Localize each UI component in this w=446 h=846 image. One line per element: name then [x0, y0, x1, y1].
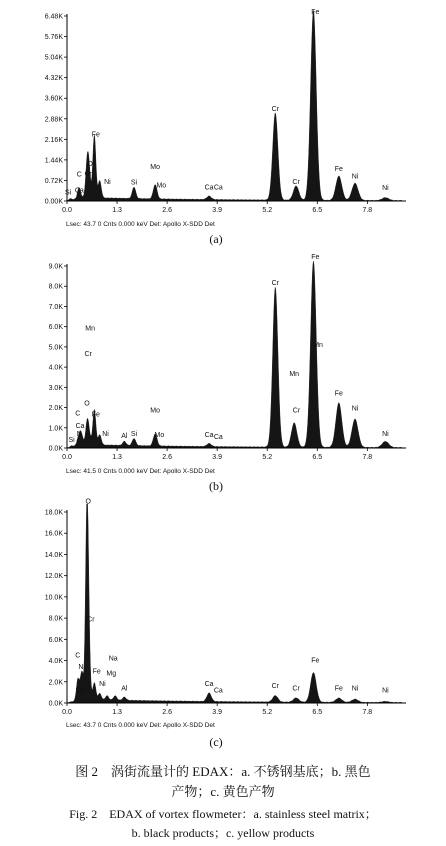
peak-label: N — [78, 664, 84, 672]
peak-label: Fe — [91, 131, 100, 139]
x-tick-label: 2.6 — [162, 709, 172, 716]
x-tick-label: 5.2 — [262, 207, 273, 214]
panel-label-c: (c) — [209, 735, 223, 749]
x-tick-label: 0.0 — [62, 207, 72, 214]
peak-label: Mo — [150, 407, 161, 415]
x-tick-label: 0.0 — [62, 454, 72, 461]
caption-zh-line1: 图 2 涡街流量计的 EDAX：a. 不锈钢基底；b. 黑色 — [75, 764, 371, 779]
peak-label: Ca — [204, 431, 214, 439]
peak-label: O — [84, 400, 90, 408]
peak-label: Fe — [91, 411, 100, 419]
y-tick-label: 0.00K — [44, 198, 63, 206]
y-tick-label: 8.0K — [48, 283, 63, 291]
y-tick-label: 2.0K — [48, 405, 63, 413]
caption-zh-line2: 产物；c. 黄色产物 — [171, 784, 275, 799]
x-tick-label: 3.9 — [212, 207, 223, 214]
peak-label: Cr — [87, 616, 95, 624]
peak-label: Ni — [104, 178, 111, 186]
peak-label: Mo — [154, 431, 165, 439]
peak-label: Mg — [106, 670, 117, 678]
y-tick-label: 0.0K — [48, 445, 63, 453]
x-tick-label: 3.9 — [212, 709, 223, 716]
y-tick-label: 4.32K — [44, 75, 63, 83]
y-tick-label: 5.04K — [44, 54, 63, 62]
peak-label: Cr — [292, 178, 300, 186]
spectrum-chart-c — [0, 500, 446, 732]
status-line-a: Lsec: 43.7 0 Cnts 0.000 keV Det: Apollo X-SDD Det — [66, 221, 215, 228]
spectrum-panel-b — [0, 250, 446, 500]
y-tick-label: 14.0K — [44, 551, 63, 559]
status-line-c: Lsec: 43.7 0 Cnts 0.000 keV Det: Apollo X-SDD Det — [66, 722, 215, 729]
peak-label: Fe — [334, 166, 343, 174]
spectrum-trace — [67, 504, 402, 703]
peak-label: Ca — [75, 686, 85, 694]
spectrum-chart-b — [0, 250, 446, 482]
peak-label: O — [87, 161, 93, 169]
y-tick-label: 2.16K — [44, 136, 63, 144]
peak-label: Si — [130, 179, 138, 187]
peak-label: O — [85, 498, 91, 506]
y-tick-label: 3.0K — [48, 384, 63, 392]
x-tick-label: 2.6 — [162, 454, 172, 461]
peak-label: Cr — [292, 685, 300, 693]
peak-label: Mo — [150, 164, 161, 172]
peak-label: Al — [121, 685, 128, 693]
peak-label: Ca — [204, 184, 214, 192]
caption-en-line2: b. black products；c. yellow products — [131, 826, 315, 840]
peak-label: Mn — [85, 325, 95, 333]
spectrum-trace — [67, 10, 402, 201]
x-tick-label: 1.3 — [112, 454, 122, 461]
peak-label: Ni — [382, 687, 389, 695]
peak-label: Ni — [351, 173, 359, 181]
y-tick-label: 2.0K — [48, 679, 63, 687]
x-tick-label: 1.3 — [112, 709, 122, 716]
y-tick-label: 6.0K — [48, 324, 63, 332]
x-tick-label: 6.5 — [312, 709, 323, 716]
peak-label: N — [76, 430, 82, 438]
y-tick-label: 16.0K — [44, 530, 63, 538]
x-tick-label: 7.8 — [362, 207, 373, 214]
peak-label: Cr — [271, 683, 280, 691]
x-tick-label: 3.9 — [212, 454, 223, 461]
y-tick-label: 1.44K — [44, 157, 63, 165]
x-tick-label: 7.8 — [362, 454, 373, 461]
peak-label: Ni — [351, 685, 359, 693]
panel-label-b: (b) — [209, 479, 223, 493]
x-tick-label: 0.0 — [62, 709, 72, 716]
y-tick-label: 12.0K — [44, 573, 63, 581]
peak-label: Ca — [75, 422, 85, 430]
y-tick-label: 4.0K — [48, 364, 63, 372]
x-tick-label: 6.5 — [312, 207, 323, 214]
peak-label: Cr — [271, 106, 280, 114]
spectrum-panel-a — [0, 0, 446, 250]
peak-label: C — [76, 171, 82, 179]
y-tick-label: 6.48K — [44, 13, 63, 21]
peak-label: Si — [68, 436, 75, 444]
y-tick-label: 2.88K — [44, 116, 63, 124]
y-tick-label: 7.0K — [48, 303, 63, 311]
peak-label: C — [75, 652, 81, 660]
y-tick-label: 10.0K — [44, 594, 63, 602]
y-tick-label: 4.0K — [48, 658, 63, 666]
spectrum-trace — [67, 261, 402, 448]
x-tick-label: 1.3 — [112, 207, 122, 214]
peak-label: Ni — [99, 681, 106, 689]
peak-label: Cr — [84, 350, 92, 358]
y-tick-label: 5.0K — [48, 344, 63, 352]
peak-label: Mn — [289, 371, 300, 379]
y-tick-label: 6.0K — [48, 636, 63, 644]
spectrum-panel-c — [0, 500, 446, 760]
peak-label: Cr — [292, 407, 301, 415]
peak-label: Mn — [313, 341, 323, 349]
peak-label: Al — [121, 432, 128, 440]
peak-label: Cr — [84, 433, 93, 441]
status-line-b: Lsec: 41.5 0 Cnts 0.000 keV Det: Apollo X-SDD Det — [66, 468, 215, 475]
peak-label: Si — [130, 430, 138, 438]
peak-label: Ca — [74, 187, 84, 195]
peak-label: Ni — [351, 405, 359, 413]
peak-label: Fe — [311, 253, 320, 261]
peak-label: Fe — [334, 390, 343, 398]
y-tick-label: 1.0K — [48, 425, 63, 433]
peak-label: Ca — [213, 687, 223, 695]
x-tick-label: 7.8 — [362, 709, 373, 716]
x-tick-label: 2.6 — [162, 207, 172, 214]
peak-label: Ni — [382, 185, 389, 193]
peak-label: Fe — [311, 9, 320, 17]
spectrum-chart-a — [0, 0, 446, 232]
peak-label: Ca — [204, 681, 214, 689]
peak-label: Fe — [334, 685, 343, 693]
x-tick-label: 5.2 — [262, 709, 273, 716]
peak-label: C — [75, 410, 81, 418]
peak-label: Na — [108, 655, 118, 663]
peak-label: Mo — [156, 182, 167, 190]
y-tick-label: 18.0K — [44, 509, 63, 517]
y-tick-label: 3.60K — [44, 95, 63, 103]
peak-label: Fe — [311, 657, 320, 665]
x-tick-label: 6.5 — [312, 454, 323, 461]
y-tick-label: 0.72K — [44, 177, 63, 185]
peak-label: Ca — [213, 433, 223, 441]
peak-label: Fe — [92, 668, 101, 676]
y-tick-label: 0.0K — [48, 700, 63, 708]
peak-label: Si — [65, 189, 72, 197]
peak-label: Ni — [102, 430, 109, 438]
peak-label: Cr — [84, 170, 92, 178]
y-tick-label: 8.0K — [48, 615, 63, 623]
y-tick-label: 5.76K — [44, 34, 63, 42]
peak-label: Ni — [382, 430, 389, 438]
peak-label: Cr — [271, 280, 280, 288]
peak-label: Ca — [213, 184, 223, 192]
panel-label-a: (a) — [209, 232, 223, 246]
caption-en-line1: Fig. 2 EDAX of vortex flowmeter：a. stainless steel matrix； — [69, 807, 377, 821]
y-tick-label: 9.0K — [48, 263, 63, 271]
x-tick-label: 5.2 — [262, 454, 273, 461]
